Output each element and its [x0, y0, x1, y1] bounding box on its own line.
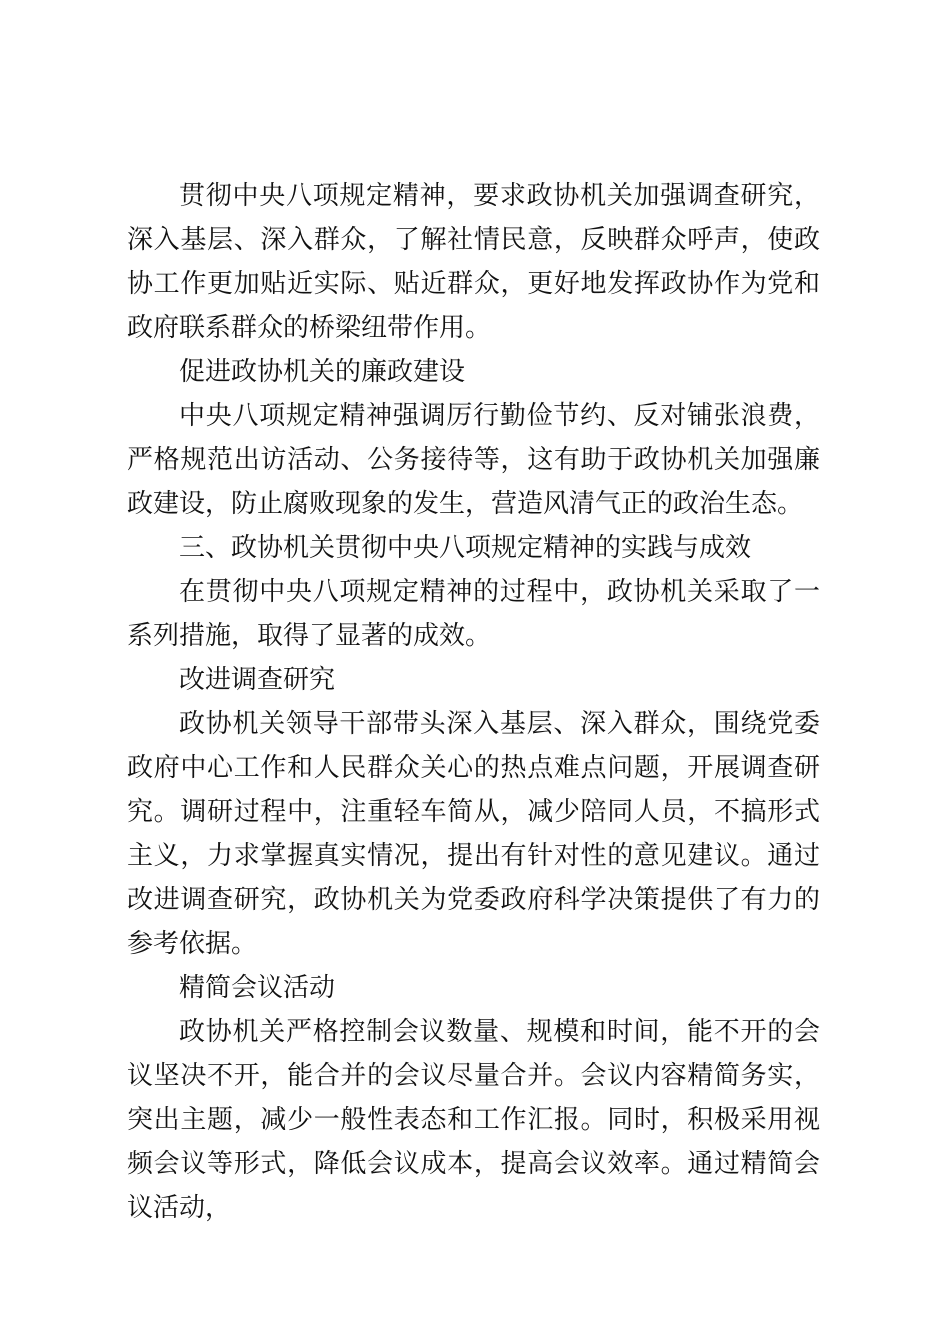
paragraph: 政协机关领导干部带头深入基层、深入群众，围绕党委政府中心工作和人民群众关心的热点难点问题，开展调查研究。调研过程中，注重轻车简从，减少陪同人员，不搞形式主义，力求掌握真实情况，提出有针对性的意见建议。通过改进调查研究，政协机关为党委政府科学决策提供了有力的参考依据。: [127, 709, 820, 959]
paragraph: 在贯彻中央八项规定精神的过程中，政协机关采取了一系列措施，取得了显著的成效。: [127, 577, 820, 651]
section-heading: 精简会议活动: [179, 973, 336, 1003]
document-body: [127, 174, 820, 1230]
section-heading: 促进政协机关的廉政建设: [179, 357, 466, 387]
paragraph: 中央八项规定精神强调厉行勤俭节约、反对铺张浪费，严格规范出访活动、公务接待等，这有助于政协机关加强廉政建设，防止腐败现象的发生，营造风清气正的政治生态。: [127, 401, 820, 519]
paragraph: 贯彻中央八项规定精神，要求政协机关加强调查研究，深入基层、深入群众，了解社情民意，反映群众呼声，使政协工作更加贴近实际、贴近群众，更好地发挥政协作为党和政府联系群众的桥梁纽带作用。: [127, 181, 820, 343]
paragraph: 政协机关严格控制会议数量、规模和时间，能不开的会议坚决不开，能合并的会议尽量合并。会议内容精简务实，突出主题，减少一般性表态和工作汇报。同时，积极采用视频会议等形式，降低会议成本，提高会议效率。通过精简会议活动，: [127, 1017, 820, 1223]
section-heading: 三、政协机关贯彻中央八项规定精神的实践与成效: [179, 533, 752, 563]
section-heading: 改进调查研究: [179, 665, 336, 695]
